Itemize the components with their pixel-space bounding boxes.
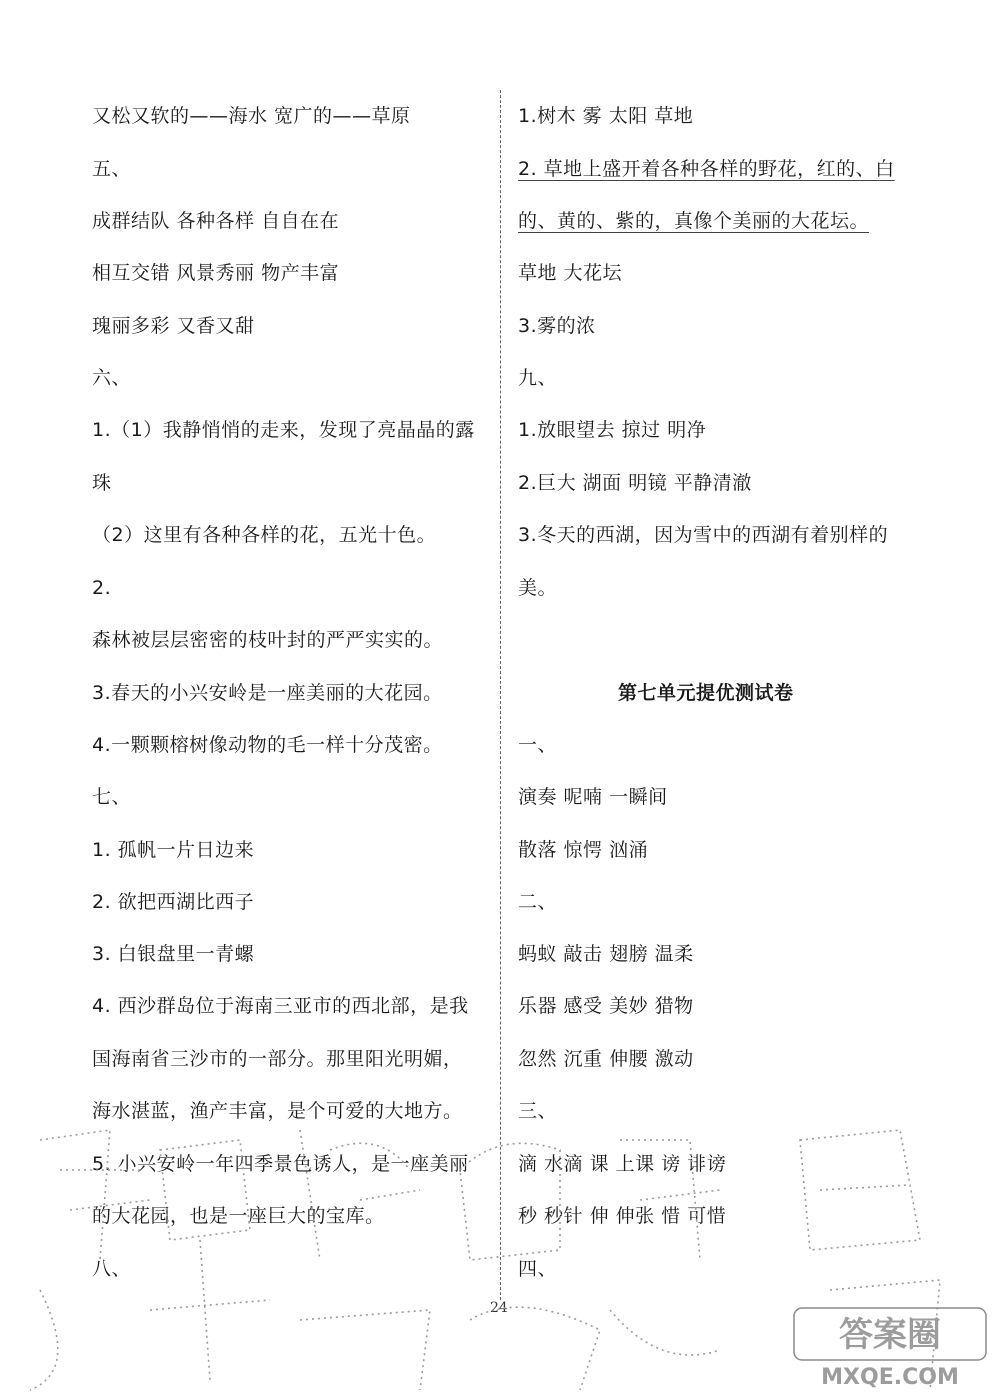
left-text-line: （2）这里有各种各样的花，五光十色。	[92, 524, 437, 546]
right-text-line: 四、	[518, 1258, 558, 1280]
right-text-line: 蚂蚁 敲击 翅膀 温柔	[518, 943, 694, 965]
left-text-line: 2. 欲把西湖比西子	[92, 891, 255, 913]
logo-url: MXQE.COM	[821, 1365, 959, 1390]
right-text-line: 滴 水滴 课 上课 谤 诽谤	[518, 1153, 727, 1175]
left-text-line: 4. 西沙群岛位于海南三亚市的西北部，是我	[92, 995, 469, 1017]
right-text-line: 草地 大花坛	[518, 262, 623, 284]
left-text-line: 六、	[92, 367, 132, 389]
left-text-line: 海水湛蓝，渔产丰富，是个可爱的大地方。	[92, 1100, 463, 1122]
page-number: 24	[490, 1300, 508, 1316]
right-text-line: 散落 惊愕 汹涌	[518, 839, 649, 861]
column-divider	[500, 90, 501, 1300]
left-text-line: 2.	[92, 577, 112, 599]
right-text-line: 九、	[518, 367, 558, 389]
left-text-line: 珠	[92, 472, 112, 494]
left-text-line: 5. 小兴安岭一年四季景色诱人，是一座美丽	[92, 1153, 469, 1175]
left-text-line: 3. 白银盘里一青螺	[92, 943, 255, 965]
left-text-line: 相互交错 风景秀丽 物产丰富	[92, 262, 340, 284]
left-text-line: 八、	[92, 1258, 132, 1280]
left-text-line: 1. 孤帆一片日边来	[92, 839, 255, 861]
right-text-line: 2.巨大 湖面 明镜 平静清澈	[518, 472, 752, 494]
logo-text: 答案圈	[839, 1315, 941, 1355]
right-text-line: 三、	[518, 1100, 558, 1122]
right-text-line: 3.雾的浓	[518, 315, 596, 337]
left-text-line: 4.一颗颗榕树像动物的毛一样十分茂密。	[92, 734, 443, 756]
site-logo	[790, 1302, 990, 1392]
right-text-line: 忽然 沉重 伸腰 激动	[518, 1048, 694, 1070]
left-text-line: 国海南省三沙市的一部分。那里阳光明媚，	[92, 1048, 463, 1070]
left-text-line: 五、	[92, 158, 132, 180]
left-text-line: 的大花园，也是一座巨大的宝库。	[92, 1205, 385, 1227]
section-title: 第七单元提优测试卷	[618, 682, 794, 704]
right-text-line: 乐器 感受 美妙 猎物	[518, 995, 694, 1017]
left-text-line: 成群结队 各种各样 自自在在	[92, 210, 340, 232]
right-text-line: 一、	[518, 734, 558, 756]
right-text-line: 美。	[518, 577, 558, 599]
left-text-line: 又松又软的——海水 宽广的——草原	[92, 105, 411, 127]
left-text-line: 森林被层层密密的枝叶封的严严实实的。	[92, 629, 444, 651]
right-text-line: 的、黄的、紫的，真像个美丽的大花坛。	[518, 210, 870, 232]
right-text-line: 2. 草地上盛开着各种各样的野花，红的、白	[518, 158, 895, 180]
left-text-line: 1.（1）我静悄悄的走来，发现了亮晶晶的露	[92, 419, 475, 441]
right-text-line: 1.树木 雾 太阳 草地	[518, 105, 694, 127]
right-text-line: 二、	[518, 891, 558, 913]
left-text-line: 七、	[92, 786, 132, 808]
right-text-line: 演奏 呢喃 一瞬间	[518, 786, 668, 808]
left-text-line: 瑰丽多彩 又香又甜	[92, 315, 255, 337]
right-text-line: 3.冬天的西湖，因为雪中的西湖有着别样的	[518, 524, 889, 546]
left-text-line: 3.春天的小兴安岭是一座美丽的大花园。	[92, 682, 443, 704]
right-text-line: 秒 秒针 伸 伸张 惜 可惜	[518, 1205, 727, 1227]
right-text-line: 1.放眼望去 掠过 明净	[518, 419, 707, 441]
